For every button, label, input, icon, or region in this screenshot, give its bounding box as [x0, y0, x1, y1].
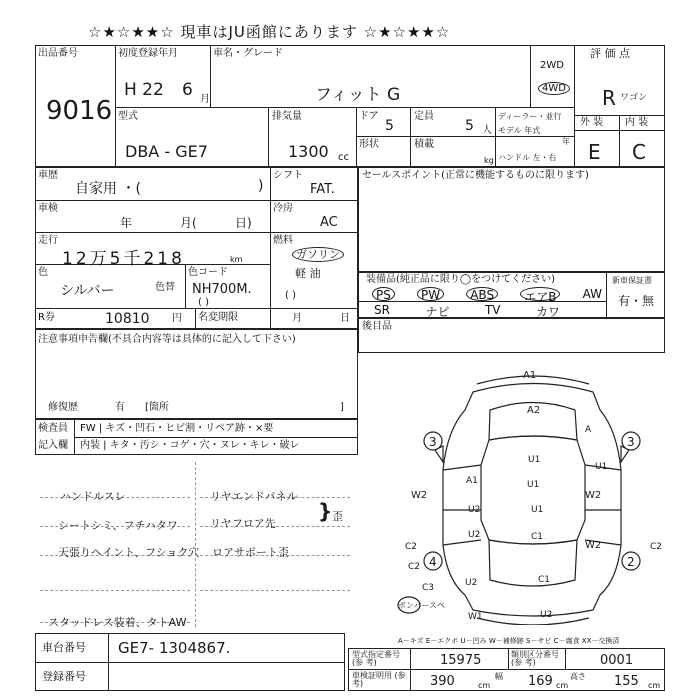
disp-label: 排気量 [272, 111, 302, 122]
equipment-label: 装備品(純正品に限り◯をつけてください) [366, 274, 555, 285]
name-change-label: 名変期限 [198, 312, 238, 323]
mark-wheel-3-left: 3 [429, 435, 437, 449]
mark-wheel-4: 4 [429, 555, 437, 569]
reg-label: 登録番号 [42, 670, 86, 683]
mark-w2-c: W2 [585, 540, 602, 551]
interior-grade: C [632, 140, 646, 164]
fuel-paren: ( ) [285, 290, 296, 301]
length-label: 車検証明用 (参 考) [352, 671, 406, 688]
fuel-gas: ガソリン [292, 246, 344, 262]
type-num-value: 15975 [440, 653, 482, 668]
mark-c1-b: C1 [538, 575, 551, 585]
model-value: DBA - GE7 [125, 142, 208, 161]
mark-wheel-3-right: 3 [627, 435, 635, 449]
dealer-label: ディーラー・並行 [498, 112, 562, 121]
mark-c2-b: C2 [650, 542, 663, 552]
exterior-label: 外 装 [580, 117, 604, 128]
mark-u2-d: U2 [540, 610, 553, 620]
equip-aw[interactable]: AW [582, 287, 602, 301]
mark-bumper-note: ボンバースペ [398, 601, 446, 610]
equipment-row-2 [374, 303, 560, 317]
equip-leather[interactable]: カワ [535, 305, 560, 319]
width-value: 169 [528, 674, 553, 689]
bracket-glyph: } [318, 499, 333, 523]
height-unit: cm [648, 681, 661, 690]
inspect-month: 月( [180, 216, 197, 230]
mark-c1-a: C1 [531, 532, 544, 542]
seat-label: 後目品 [362, 321, 392, 332]
first-reg-unit: 月 [200, 94, 210, 105]
warranty-label: 新車保証書 [612, 276, 652, 285]
repair-value: 有 [115, 402, 125, 413]
ac-value: AC [320, 215, 338, 230]
color-value: シルバー [60, 283, 115, 299]
mileage-unit: km [230, 255, 243, 264]
inspect-label: 車検 [38, 203, 58, 214]
mark-a1-top: A1 [523, 370, 537, 381]
equip-ps[interactable]: PS [372, 287, 395, 301]
note-line-3: 天張りヘイント、フショク穴 [58, 546, 200, 559]
width-unit: cm [556, 681, 569, 690]
bracket-note: 歪 [332, 510, 343, 523]
handle-label: ハンドル 左・右 [498, 153, 557, 162]
equip-tv[interactable]: TV [484, 303, 501, 317]
interior-label: 内 装 [625, 117, 649, 128]
note-line-4: スタッドレス装着、タトAW [48, 616, 187, 629]
use-close: ) [258, 178, 264, 194]
mark-u1-b: U1 [595, 462, 608, 472]
inspector-label-1: 検査員 [38, 423, 68, 434]
repair-label: 修復歴 [48, 402, 78, 413]
equip-navi[interactable]: ナビ [425, 305, 450, 319]
mark-u2-b: U2 [468, 530, 481, 540]
color-code-value: NH700M. [192, 282, 252, 297]
lot-number: 9016 [46, 96, 113, 126]
color-change-label: 色替 [155, 282, 175, 293]
exterior-grade: E [588, 140, 601, 164]
eval-label: 評 価 点 [590, 47, 630, 60]
drive-2wd: 2WD [540, 60, 564, 71]
capacity-label: 定員 [414, 111, 434, 122]
first-reg-era: H 22 [124, 80, 164, 100]
color-label: 色 [38, 267, 48, 278]
disp-unit: cc [338, 152, 349, 163]
sales-point-box [358, 167, 665, 272]
mark-c2-c: C2 [408, 562, 421, 572]
mileage-label: 走行 [38, 235, 58, 246]
chassis-value: GE7- 1304867. [118, 639, 231, 657]
capacity-value: 5 [465, 118, 474, 134]
car-name: フィット G [315, 85, 401, 105]
inspector-row-1: FW | キズ・凹石・ヒビ割・リペア跡・×要 [80, 423, 274, 434]
capacity-unit: 人 [482, 125, 492, 136]
car-name-label: 車名・グレード [213, 48, 283, 59]
mark-c3: C3 [422, 583, 435, 593]
shift-value: FAT. [310, 182, 335, 197]
mark-u1-a: U1 [528, 455, 541, 465]
use-value: 自家用 ・( [75, 181, 141, 197]
equip-pw[interactable]: PW [417, 287, 444, 301]
height-label: 高さ [570, 672, 586, 681]
inspect-year: 年 [120, 216, 133, 230]
mark-w2-a: W2 [411, 490, 428, 501]
load-unit: kg [484, 156, 494, 165]
fuel-label: 燃料 [273, 235, 293, 246]
eval-score-note: ワゴン [620, 93, 648, 103]
doors-label: ドア [359, 111, 379, 122]
equipment-row-1 [372, 287, 602, 304]
note-right-3: ロアサポート歪 [212, 546, 289, 559]
recycle-label: R券 [38, 312, 55, 323]
width-label: 幅 [495, 672, 503, 681]
drive-4wd: 4WD [538, 83, 570, 94]
recycle-value: 10810 [105, 311, 150, 327]
inspector-label-2: 記入欄 [38, 440, 68, 451]
model-year-label: モデル 年式 [498, 126, 541, 135]
repair-close: ] [340, 402, 344, 413]
mark-u1-c: U1 [527, 480, 540, 490]
repair-place: [箇所 [145, 402, 169, 413]
length-unit: cm [478, 681, 491, 690]
inspect-day: 日) [235, 216, 252, 230]
class-num-label: 類別区分番号 (参 考) [511, 650, 559, 667]
ac-label: 冷房 [273, 203, 293, 214]
mark-c2-a: C2 [405, 542, 418, 552]
year-unit: 年 [562, 137, 570, 146]
note-line-2: シートシミ、フチハタワ [58, 519, 178, 532]
note-line-1: ハンドルスレ [60, 490, 126, 503]
equip-sr[interactable]: SR [374, 303, 390, 317]
height-value: 155 [614, 674, 639, 689]
damage-legend: A－キズ E－エクボ U－凹み W－補修跡 S－サビ C－腐食 XX－交換済 [398, 637, 620, 645]
chassis-label: 車台番号 [42, 641, 86, 654]
equip-abs[interactable]: ABS [466, 287, 498, 301]
mark-w2-b: W2 [585, 490, 602, 501]
recycle-unit: 円 [172, 313, 182, 324]
note-right-2: リヤフロア先 [210, 517, 276, 530]
eval-score: R [602, 86, 616, 110]
use-label: 車歴 [38, 170, 58, 181]
name-change-month: 月 [292, 313, 302, 324]
model-label: 型式 [118, 111, 138, 122]
mark-u2-a: U2 [468, 505, 481, 515]
color-code-label: 色コード [188, 267, 228, 278]
first-reg-month: 6 [182, 80, 193, 100]
fuel-diesel: 軽 油 [295, 267, 321, 280]
mark-u1-d: U1 [531, 505, 544, 515]
mark-w1: W1 [468, 612, 483, 622]
equip-airbag[interactable]: エアB [520, 287, 560, 301]
shape-label: 形状 [359, 139, 379, 150]
shift-label: シフト [273, 170, 303, 181]
name-change-day: 日 [340, 313, 350, 324]
notes-label: 注意事項申告欄(不具合内容等は具体的に記入して下さい) [38, 334, 296, 345]
first-reg-label: 初度登録年月 [118, 48, 178, 59]
color-code-paren: ( ) [198, 297, 209, 308]
page-banner: ☆★☆★★☆ 現車はJU函館にあります ☆★☆★★☆ [88, 23, 451, 41]
mark-a: A [585, 425, 592, 435]
mark-a1-side: A1 [466, 476, 478, 486]
length-value: 390 [430, 674, 455, 689]
inspector-row-2: 内装 | キタ・汚シ・コゲ・穴・ヌレ・キレ・破レ [80, 440, 300, 451]
doors-value: 5 [385, 118, 394, 134]
mark-wheel-2: 2 [627, 555, 635, 569]
type-num-label: 型式指定番号 (参 考) [352, 650, 400, 667]
lot-label: 出品番号 [38, 48, 78, 59]
sales-point-label: セールスポイント(正常に機能するものに限ります) [362, 170, 589, 181]
class-num-value: 0001 [600, 653, 634, 668]
warranty-value: 有・無 [618, 294, 655, 308]
load-label: 積載 [414, 139, 434, 150]
mark-u2-c: U2 [465, 578, 478, 588]
mileage-value: 12万5千218 [62, 249, 185, 269]
seat-box [358, 318, 665, 353]
disp-value: 1300 [288, 142, 329, 161]
mark-a2-hood: A2 [527, 405, 541, 416]
note-right-1: リヤエンドパネル [210, 490, 298, 503]
